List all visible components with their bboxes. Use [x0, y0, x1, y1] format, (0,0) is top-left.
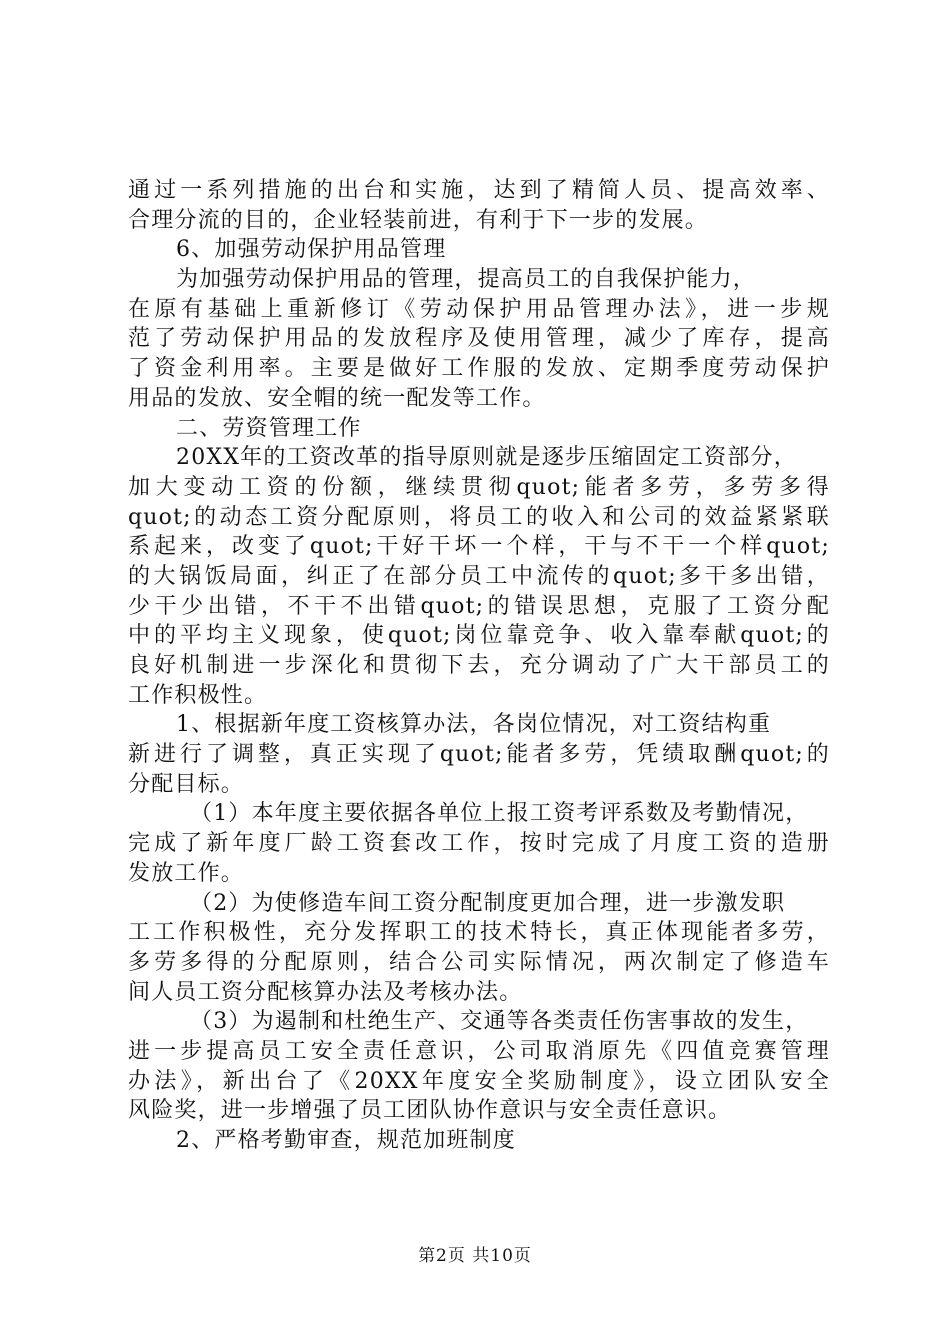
paragraph-line: 新进行了调整，真正实现了quot;能者多劳，凭绩取酬quot;的 [128, 742, 830, 768]
paragraph-line: 为加强劳动保护用品的管理，提高员工的自我保护能力， [176, 267, 757, 293]
section-heading: 1、根据新年度工资核算办法，各岗位情况，对工资结构重 [176, 712, 772, 738]
paragraph-line: 风险奖，进一步增强了员工团队协作意识与安全责任意识。 [128, 1098, 732, 1124]
section-heading: 2、严格考勤审查，规范加班制度 [176, 1128, 516, 1153]
paragraph-line: 多劳多得的分配原则，结合公司实际情况，两次制定了修造车 [128, 949, 830, 975]
paragraph-line: 良好机制进一步深化和贯彻下去，充分调动了广大干部员工的 [128, 653, 830, 678]
page-number-footer: 第2页 共10页 [418, 1246, 532, 1266]
section-heading: 6、加强劳动保护用品管理 [176, 237, 447, 263]
paragraph-line: 在原有基础上重新修订《劳动保护用品管理办法》，进一步规 [128, 296, 830, 322]
paragraph-line: 中的平均主义现象，使quot;岗位靠竞争、收入靠奉献quot;的 [128, 623, 830, 649]
paragraph-line: 系起来，改变了quot;干好干坏一个样，干与不干一个样quot; [128, 534, 830, 560]
paragraph-line: 完成了新年度厂龄工资套改工作，按时完成了月度工资的造册 [128, 831, 830, 857]
paragraph-line: 进一步提高员工安全责任意识，公司取消原先《四值竞赛管理 [128, 1038, 830, 1064]
paragraph-line: 20XX年的工资改革的指导原则就是逐步压缩固定工资部分， [176, 445, 797, 471]
paragraph-line: （3）为遏制和杜绝生产、交通等各类责任伤害事故的发生， [190, 1009, 809, 1035]
section-heading: 二、劳资管理工作 [176, 415, 362, 441]
paragraph-line: （1）本年度主要依据各单位上报工资考评系数及考勤情况， [190, 801, 809, 827]
paragraph-line: 合理分流的目的，企业轻装前进，有利于下一步的发展。 [128, 207, 709, 233]
paragraph-line: 工工作积极性，充分发挥职工的技术特长，真正体现能者多劳， [128, 920, 830, 946]
paragraph-line: 通过一系列措施的出台和实施，达到了精简人员、提高效率、 [128, 178, 830, 203]
paragraph-line: quot;的动态工资分配原则，将员工的收入和公司的效益紧紧联 [128, 504, 830, 530]
paragraph-line: 间人员工资分配核算办法及考核办法。 [128, 979, 523, 1005]
paragraph-line: 用品的发放、安全帽的统一配发等工作。 [128, 385, 546, 411]
paragraph-line: 分配目标。 [128, 771, 245, 797]
paragraph-line: 加大变动工资的份额，继续贯彻quot;能者多劳，多劳多得 [128, 474, 830, 500]
paragraph-line: 办法》，新出台了《20XX年度安全奖励制度》，设立团队安全 [128, 1068, 830, 1094]
paragraph-line: 了资金利用率。主要是做好工作服的发放、定期季度劳动保护 [128, 356, 830, 382]
paragraph-line: 工作积极性。 [128, 682, 268, 708]
paragraph-line: 的大锅饭局面，纠正了在部分员工中流传的quot;多干多出错， [128, 563, 830, 589]
document-body [128, 176, 828, 1156]
paragraph-line: 发放工作。 [128, 860, 245, 886]
paragraph-line: 少干少出错，不干不出错quot;的错误思想，克服了工资分配 [128, 593, 830, 619]
paragraph-line: （2）为使修造车间工资分配制度更加合理，进一步激发职 [190, 890, 786, 916]
paragraph-line: 范了劳动保护用品的发放程序及使用管理，减少了库存，提高 [128, 326, 830, 352]
